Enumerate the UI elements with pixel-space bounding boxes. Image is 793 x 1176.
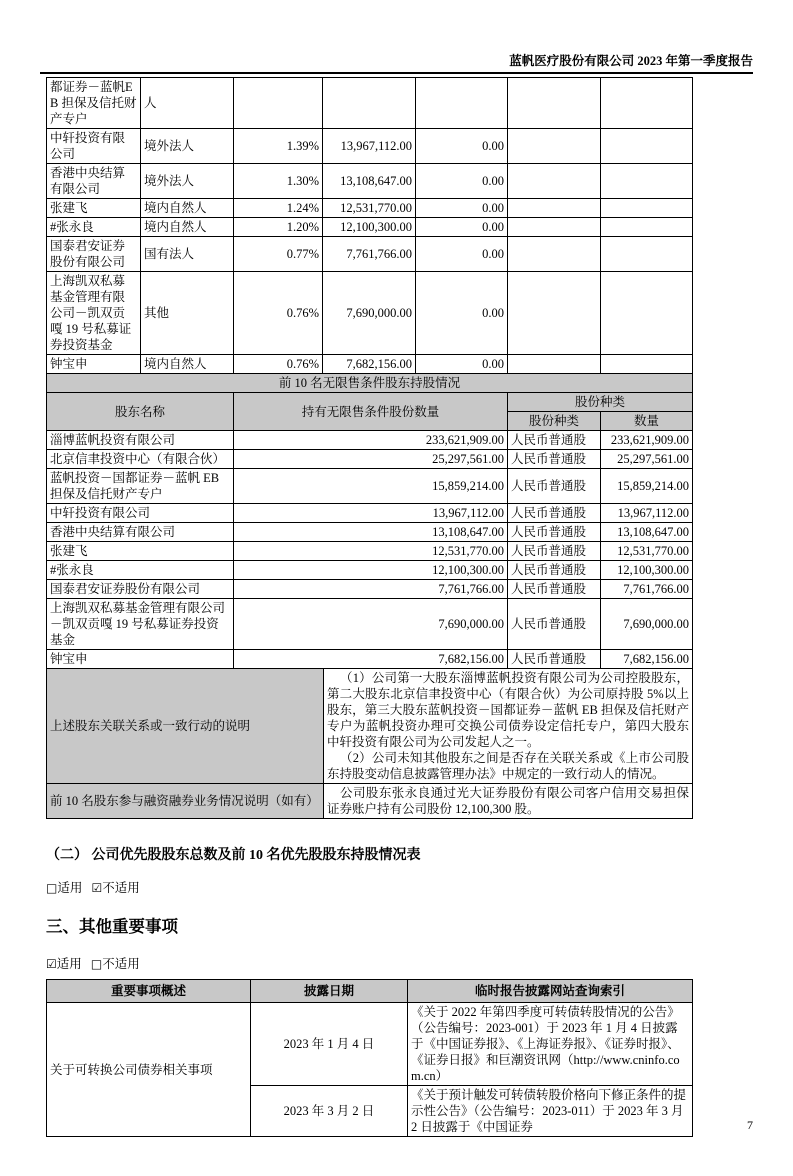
share-type: 人民币普通股 [508, 431, 601, 450]
unrestricted-shareholders-table [46, 373, 693, 669]
checkbox-unchecked-icon: □ [90, 957, 103, 971]
table-row [47, 355, 693, 374]
note-paragraph: （1）公司第一大股东淄博蓝帆投资有限公司为公司控股股东，第二大股东北京信聿投资中心（有限合伙）为公司原持股 5%以上股东，第三大股东蓝帆投资－国都证券－蓝帆 EB 担保及信托财产专户为蓝帆投资办理可交换公司债券设定信托专户，第四大股东中轩投资有限公司为公司发起人之一。 [327, 671, 689, 749]
hold-ratio: 1.24% [234, 199, 323, 218]
page-number: 7 [747, 1118, 753, 1132]
table-row [47, 272, 693, 355]
shareholder-name: 国泰君安证券股份有限公司 [47, 237, 141, 272]
shareholder-name: 张建飞 [47, 199, 141, 218]
applicable-label: 适用 [57, 881, 83, 895]
pledge-status [508, 78, 601, 129]
pledge-quantity [601, 78, 693, 129]
shareholder-nature: 国有法人 [141, 237, 234, 272]
restricted-quantity: 0.00 [416, 164, 508, 199]
unrestricted-qty: 13,108,647.00 [234, 523, 508, 542]
note-paragraph: （2）公司未知其他股东之间是否存在关联关系或《上市公司股东持股变动信息披露管理办法》中规定的一致行动人的情况。 [327, 751, 689, 781]
pledge-quantity [601, 199, 693, 218]
note-text-related-parties [324, 669, 693, 784]
shareholder-nature: 境内自然人 [141, 218, 234, 237]
share-type: 人民币普通股 [508, 450, 601, 469]
share-type: 人民币普通股 [508, 561, 601, 580]
column-header-shareholder-name: 股东名称 [47, 393, 234, 431]
shareholder-name: 国泰君安证券股份有限公司 [47, 580, 234, 599]
share-type: 人民币普通股 [508, 469, 601, 504]
table-row [47, 561, 693, 580]
table-row [47, 580, 693, 599]
restricted-quantity: 0.00 [416, 199, 508, 218]
pledge-quantity [601, 272, 693, 355]
shareholder-nature: 人 [141, 78, 234, 129]
unrestricted-qty: 233,621,909.00 [234, 431, 508, 450]
disclosure-date: 2023 年 3 月 2 日 [251, 1086, 408, 1137]
note-label-margin-trading: 前 10 名股东参与融资融券业务情况说明（如有） [47, 784, 324, 819]
not-applicable-label: 不适用 [102, 881, 140, 895]
shareholder-nature: 境内自然人 [141, 199, 234, 218]
pledge-status [508, 237, 601, 272]
share-type: 人民币普通股 [508, 542, 601, 561]
share-amount: 7,690,000.00 [601, 599, 693, 650]
unrestricted-qty: 7,682,156.00 [234, 650, 508, 669]
pledge-status [508, 129, 601, 164]
share-amount: 7,761,766.00 [601, 580, 693, 599]
shareholder-nature: 境外法人 [141, 129, 234, 164]
note-paragraph: 公司股东张永良通过光大证券股份有限公司客户信用交易担保证券账户持有公司股份 12,100,300 股。 [327, 786, 689, 816]
share-amount: 233,621,909.00 [601, 431, 693, 450]
shareholder-name: 钟宝申 [47, 355, 141, 374]
column-header-share-type-group: 股份种类 [508, 393, 693, 412]
shareholder-name: #张永良 [47, 561, 234, 580]
pledge-quantity [601, 355, 693, 374]
hold-ratio: 1.39% [234, 129, 323, 164]
hold-quantity [323, 78, 416, 129]
pledge-status [508, 355, 601, 374]
pledge-status [508, 164, 601, 199]
checkbox-checked-icon: ☑ [91, 881, 103, 895]
table-row [47, 523, 693, 542]
shareholder-nature: 境内自然人 [141, 355, 234, 374]
table-row [47, 199, 693, 218]
unrestricted-qty: 25,297,561.00 [234, 450, 508, 469]
table-row [47, 784, 693, 819]
top10-shareholders-table [46, 77, 693, 374]
disclosure-date: 2023 年 1 月 4 日 [251, 1003, 408, 1086]
table-row [47, 78, 693, 129]
unrestricted-qty: 15,859,214.00 [234, 469, 508, 504]
table-row [47, 469, 693, 504]
share-amount: 13,967,112.00 [601, 504, 693, 523]
pledge-quantity [601, 164, 693, 199]
hold-ratio: 0.77% [234, 237, 323, 272]
restricted-quantity: 0.00 [416, 237, 508, 272]
pledge-status [508, 199, 601, 218]
hold-quantity: 13,967,112.00 [323, 129, 416, 164]
hold-ratio: 1.20% [234, 218, 323, 237]
shareholder-name: 中轩投资有限公司 [47, 129, 141, 164]
share-amount: 25,297,561.00 [601, 450, 693, 469]
hold-ratio [234, 78, 323, 129]
share-amount: 15,859,214.00 [601, 469, 693, 504]
applicability-preferred [46, 880, 692, 896]
share-type: 人民币普通股 [508, 599, 601, 650]
shareholder-name: 张建飞 [47, 542, 234, 561]
report-header-title: 蓝帆医疗股份有限公司 2023 年第一季度报告 [40, 54, 753, 74]
applicable-option [46, 881, 82, 895]
table-row [47, 542, 693, 561]
unrestricted-qty: 7,690,000.00 [234, 599, 508, 650]
shareholder-name: 香港中央结算有限公司 [47, 164, 141, 199]
restricted-quantity: 0.00 [416, 129, 508, 164]
unrestricted-qty: 13,967,112.00 [234, 504, 508, 523]
pledge-status [508, 218, 601, 237]
table-row [47, 450, 693, 469]
not-applicable-option [91, 881, 139, 895]
share-type: 人民币普通股 [508, 650, 601, 669]
hold-ratio: 0.76% [234, 355, 323, 374]
share-amount: 12,100,300.00 [601, 561, 693, 580]
table-row [47, 218, 693, 237]
share-type: 人民币普通股 [508, 504, 601, 523]
restricted-quantity: 0.00 [416, 355, 508, 374]
pledge-quantity [601, 237, 693, 272]
disclosure-index: 《关于 2022 年第四季度可转债转股情况的公告》（公告编号：2023-001）于 2023 年 1 月 4 日披露于《中国证券报》、《上海证券报》、《证券时报》、《证券日报》和巨潮资讯网（http://www.cninfo.com.cn） [408, 1003, 693, 1086]
table-header-row [47, 980, 693, 1003]
table-row [47, 650, 693, 669]
table-band-title: 前 10 名无限售条件股东持股情况 [47, 374, 693, 393]
unrestricted-qty: 12,100,300.00 [234, 561, 508, 580]
hold-quantity: 12,531,770.00 [323, 199, 416, 218]
share-amount: 12,531,770.00 [601, 542, 693, 561]
table-row [47, 431, 693, 450]
share-type: 人民币普通股 [508, 580, 601, 599]
table-band-row [47, 374, 693, 393]
column-header-unrestricted-qty: 持有无限售条件股份数量 [234, 393, 508, 431]
table-row [47, 129, 693, 164]
shareholder-nature: 其他 [141, 272, 234, 355]
shareholder-name: 中轩投资有限公司 [47, 504, 234, 523]
table-header-row [47, 393, 693, 412]
matter-summary: 关于可转换公司债券相关事项 [47, 1003, 251, 1137]
share-amount: 13,108,647.00 [601, 523, 693, 542]
applicability-other-matters [46, 956, 692, 972]
shareholder-name: #张永良 [47, 218, 141, 237]
hold-quantity: 12,100,300.00 [323, 218, 416, 237]
column-header-share-amount: 数量 [601, 412, 693, 431]
note-text-margin-trading [324, 784, 693, 819]
disclosure-index: 《关于预计触发可转债转股价格向下修正条件的提示性公告》（公告编号：2023-011）于 2023 年 3 月 2 日披露于《中国证券 [408, 1086, 693, 1137]
table-row [47, 504, 693, 523]
restricted-quantity [416, 78, 508, 129]
pledge-quantity [601, 129, 693, 164]
shareholder-name: 钟宝申 [47, 650, 234, 669]
column-header-disclosure-date: 披露日期 [251, 980, 408, 1003]
table-row [47, 1003, 693, 1086]
checkbox-checked-icon: ☑ [46, 957, 57, 971]
pledge-quantity [601, 218, 693, 237]
share-amount: 7,682,156.00 [601, 650, 693, 669]
table-row [47, 669, 693, 784]
share-type: 人民币普通股 [508, 523, 601, 542]
note-label-related-parties: 上述股东关联关系或一致行动的说明 [47, 669, 324, 784]
unrestricted-qty: 7,761,766.00 [234, 580, 508, 599]
shareholder-name: 北京信聿投资中心（有限合伙） [47, 450, 234, 469]
not-applicable-label: 不适用 [102, 957, 140, 971]
shareholder-name: 上海凯双私募基金管理有限公司－凯双贡嘎 19 号私募证券投资基金 [47, 599, 234, 650]
section-heading-other-matters: 三、其他重要事项 [46, 917, 178, 936]
hold-quantity: 7,682,156.00 [323, 355, 416, 374]
section-heading-preferred-shareholders: （二） 公司优先股股东总数及前 10 名优先股股东持股情况表 [46, 848, 421, 863]
hold-quantity: 13,108,647.00 [323, 164, 416, 199]
hold-ratio: 1.30% [234, 164, 323, 199]
table-row [47, 164, 693, 199]
important-matters-table [46, 979, 693, 1137]
shareholder-nature: 境外法人 [141, 164, 234, 199]
hold-quantity: 7,690,000.00 [323, 272, 416, 355]
table-row [47, 237, 693, 272]
hold-quantity: 7,761,766.00 [323, 237, 416, 272]
not-applicable-option [91, 957, 140, 971]
shareholder-name: 蓝帆投资－国都证券－蓝帆 EB担保及信托财产专户 [47, 469, 234, 504]
pledge-status [508, 272, 601, 355]
shareholder-name: 淄博蓝帆投资有限公司 [47, 431, 234, 450]
shareholder-name: 都证券－蓝帆EB 担保及信托财产专户 [47, 78, 141, 129]
shareholder-name: 上海凯双私募基金管理有限公司－凯双贡嘎 19 号私募证券投资基金 [47, 272, 141, 355]
hold-ratio: 0.76% [234, 272, 323, 355]
table-row [47, 599, 693, 650]
applicable-option [46, 957, 82, 971]
column-header-matter-summary: 重要事项概述 [47, 980, 251, 1003]
column-header-disclosure-index: 临时报告披露网站查询索引 [408, 980, 693, 1003]
column-header-share-type: 股份种类 [508, 412, 601, 431]
shareholder-notes-table [46, 668, 693, 819]
restricted-quantity: 0.00 [416, 218, 508, 237]
checkbox-unchecked-icon: □ [46, 881, 58, 895]
applicable-label: 适用 [56, 957, 82, 971]
unrestricted-qty: 12,531,770.00 [234, 542, 508, 561]
restricted-quantity: 0.00 [416, 272, 508, 355]
shareholder-name: 香港中央结算有限公司 [47, 523, 234, 542]
